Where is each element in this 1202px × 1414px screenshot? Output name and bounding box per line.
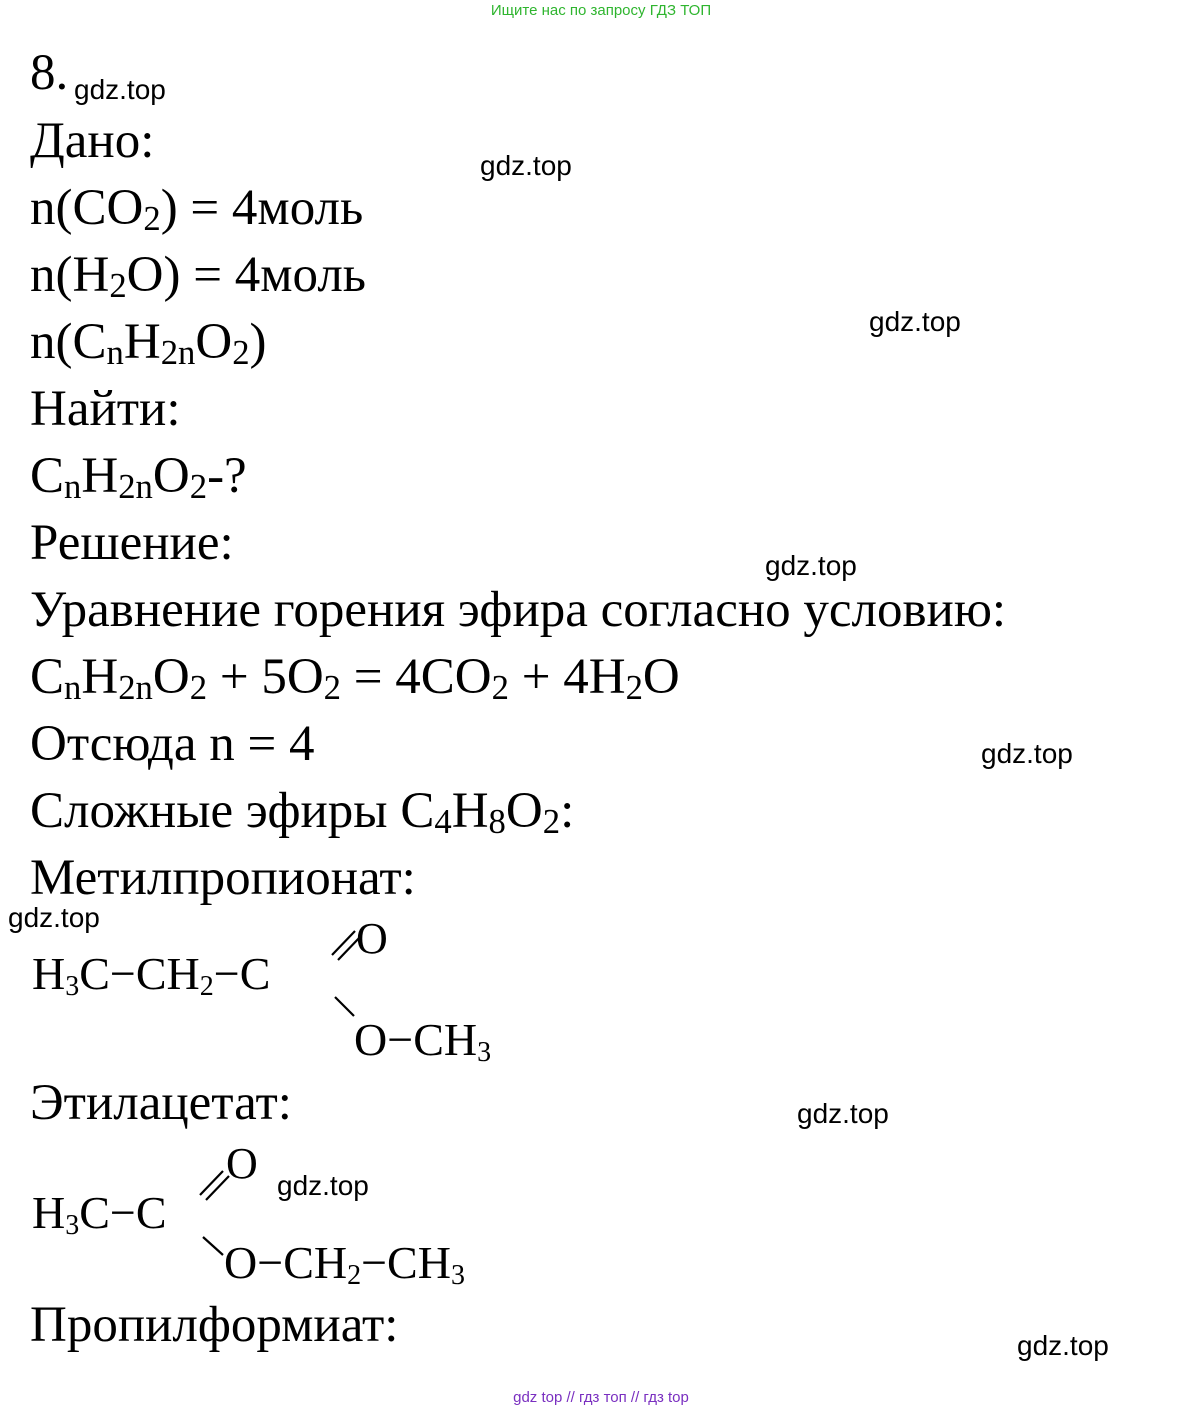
given-ester: n(CnH2nO2) — [30, 314, 267, 373]
ea-chain: H3C−C — [32, 1187, 167, 1241]
watermark-text: gdz.top — [765, 550, 857, 581]
propyl-formate-label: Пропилформиат: — [30, 1297, 399, 1353]
ea-double-bond-1 — [200, 1171, 223, 1195]
watermark-text: gdz.top — [797, 1098, 889, 1129]
ea-single-bond — [203, 1237, 223, 1255]
ethyl-acetate-structure — [30, 1138, 550, 1293]
ethyl-acetate-label: Этилацетат: — [30, 1075, 292, 1131]
watermark-text: gdz.top — [8, 902, 100, 933]
problem-number: 8. — [30, 45, 69, 101]
find-formula: CnH2nO2-? — [30, 448, 247, 507]
search-banner[interactable]: Ищите нас по запросу ГДЗ ТОП — [490, 2, 712, 19]
esters-formula: Сложные эфиры C4H8O2: — [30, 783, 575, 842]
given-label: Дано: — [30, 113, 155, 169]
methyl-propionate-label: Метилпропионат: — [30, 850, 416, 906]
given-co2: n(CO2) = 4моль — [30, 180, 364, 239]
mp-single-bond — [335, 997, 354, 1016]
methyl-propionate-structure — [30, 915, 550, 1070]
watermark-text: gdz.top — [480, 150, 572, 181]
equation-label: Уравнение горения эфира согласно условию: — [30, 582, 1007, 638]
mp-double-bond-1 — [332, 931, 355, 955]
solution-label: Решение: — [30, 515, 234, 571]
ea-carbonyl-o: O — [226, 1139, 258, 1188]
combustion-equation: CnH2nO2 + 5O2 = 4CO2 + 4H2O — [30, 649, 680, 708]
footer-links[interactable]: gdz top // гдз топ // гдз top — [513, 1389, 689, 1406]
result-line: Отсюда n = 4 — [30, 716, 315, 772]
given-h2o: n(H2O) = 4моль — [30, 247, 367, 306]
watermark-text: gdz.top — [1017, 1330, 1109, 1361]
mp-carbonyl-o: O — [356, 915, 388, 963]
ea-ester-branch: O−CH2−CH3 — [224, 1237, 465, 1288]
find-label: Найти: — [30, 381, 181, 437]
watermark-text: gdz.top — [981, 738, 1073, 769]
watermark-text: gdz.top — [869, 306, 961, 337]
watermark-text: gdz.top — [277, 1170, 369, 1201]
mp-chain: H3C−CH2−C — [32, 948, 271, 1002]
watermark-text: gdz.top — [74, 74, 166, 105]
mp-ester-branch: O−CH3 — [354, 1014, 492, 1065]
